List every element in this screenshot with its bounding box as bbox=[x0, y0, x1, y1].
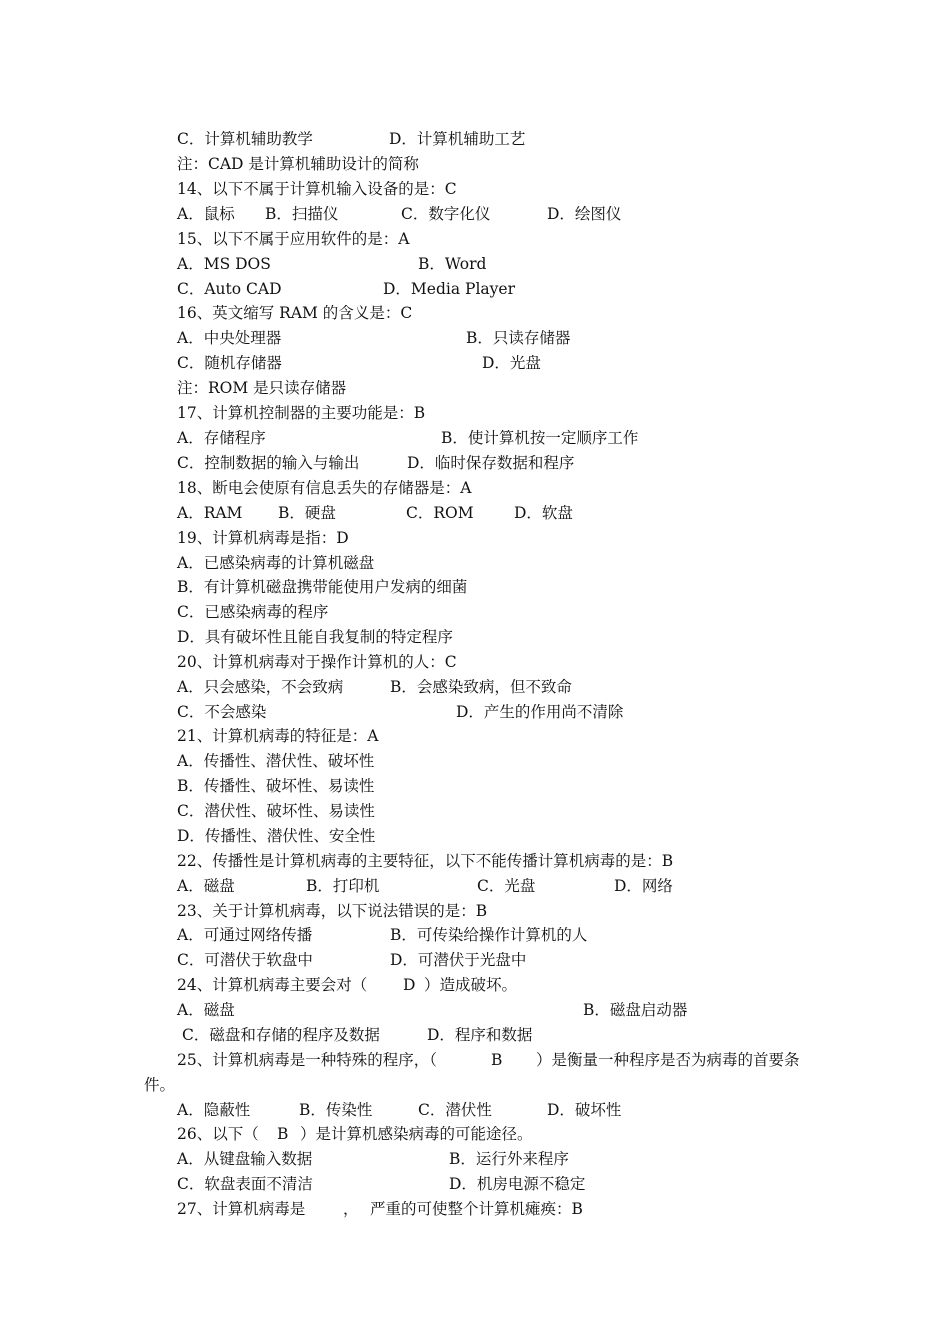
text-segment: D．具有破坏性且能自我复制的特定程序 bbox=[177, 628, 453, 646]
text-segment: A．磁盘 bbox=[177, 877, 235, 895]
text-segment: 14、以下不属于计算机输入设备的是：C bbox=[177, 180, 457, 198]
text-segment: A．磁盘 bbox=[177, 1001, 235, 1019]
text-segment: A．已感染病毒的计算机磁盘 bbox=[177, 554, 375, 572]
text-segment: C．计算机辅助教学 bbox=[177, 130, 313, 148]
text-segment: A．中央处理器 bbox=[177, 329, 282, 347]
text-segment: D．破坏性 bbox=[547, 1101, 622, 1119]
text-segment: A．从键盘输入数据 bbox=[177, 1150, 313, 1168]
text-segment: B bbox=[277, 1125, 289, 1143]
text-segment: D．传播性、潜伏性、安全性 bbox=[177, 827, 376, 845]
text-segment: A．RAM bbox=[177, 504, 243, 522]
text-segment: D．网络 bbox=[614, 877, 673, 895]
text-segment: C．可潜伏于软盘中 bbox=[177, 951, 313, 969]
text-segment: D．产生的作用尚不清除 bbox=[456, 703, 624, 721]
text-segment: C．ROM bbox=[406, 504, 474, 522]
text-segment: B．磁盘启动器 bbox=[583, 1001, 688, 1019]
text-segment: A．只会感染，不会致病 bbox=[177, 678, 344, 696]
text-segment: B．传播性、破坏性、易读性 bbox=[177, 777, 375, 795]
text-segment: 15、以下不属于应用软件的是：A bbox=[177, 230, 410, 248]
text-segment: B．扫描仪 bbox=[265, 205, 339, 223]
text-segment: D．Media Player bbox=[383, 280, 515, 298]
text-segment: 16、英文缩写 RAM 的含义是：C bbox=[177, 304, 413, 322]
text-segment: 21、计算机病毒的特征是：A bbox=[177, 727, 379, 745]
text-segment: B．运行外来程序 bbox=[449, 1150, 569, 1168]
text-segment: B．使计算机按一定顺序工作 bbox=[441, 429, 639, 447]
text-segment: A．MS DOS bbox=[177, 255, 271, 273]
text-segment: B．硬盘 bbox=[278, 504, 336, 522]
text-segment: 注：ROM 是只读存储器 bbox=[177, 379, 347, 397]
text-segment: A．可通过网络传播 bbox=[177, 926, 313, 944]
text-segment: 注：CAD 是计算机辅助设计的简称 bbox=[177, 155, 419, 173]
text-segment: B．传染性 bbox=[299, 1101, 373, 1119]
text-segment: 18、断电会使原有信息丢失的存储器是：A bbox=[177, 479, 472, 497]
text-segment: D．软盘 bbox=[514, 504, 573, 522]
text-segment: D．程序和数据 bbox=[427, 1026, 533, 1044]
text-segment: D．绘图仪 bbox=[547, 205, 622, 223]
text-segment: 22、传播性是计算机病毒的主要特征，以下不能传播计算机病毒的是：B bbox=[177, 852, 674, 870]
text-segment: A．存储程序 bbox=[177, 429, 266, 447]
text-segment: 严重的可使整个计算机瘫痪：B bbox=[370, 1200, 583, 1218]
text-segment: 19、计算机病毒是指：D bbox=[177, 529, 349, 547]
text-segment: D．可潜伏于光盘中 bbox=[390, 951, 527, 969]
text-segment: C．磁盘和存储的程序及数据 bbox=[182, 1026, 380, 1044]
text-segment: 27、计算机病毒是 bbox=[177, 1200, 306, 1218]
text-segment: C．Auto CAD bbox=[177, 280, 282, 298]
text-segment: B．只读存储器 bbox=[466, 329, 571, 347]
text-segment: C．光盘 bbox=[477, 877, 536, 895]
text-segment: ）造成破坏。 bbox=[424, 976, 518, 994]
text-segment: C．潜伏性、破坏性、易读性 bbox=[177, 802, 375, 820]
text-segment: 26、以下（ bbox=[177, 1125, 259, 1143]
text-segment: A．鼠标 bbox=[177, 205, 235, 223]
text-segment: C．已感染病毒的程序 bbox=[177, 603, 329, 621]
text-segment: ， bbox=[343, 1200, 359, 1218]
text-segment: A．传播性、潜伏性、破坏性 bbox=[177, 752, 375, 770]
text-segment: ）是计算机感染病毒的可能途径。 bbox=[300, 1125, 533, 1143]
text-segment: B．Word bbox=[418, 255, 487, 273]
text-segment: B．可传染给操作计算机的人 bbox=[390, 926, 588, 944]
text-segment: C．随机存储器 bbox=[177, 354, 282, 372]
text-segment: B．会感染致病，但不致命 bbox=[390, 678, 572, 696]
text-segment: 17、计算机控制器的主要功能是：B bbox=[177, 404, 426, 422]
text-segment: 23、关于计算机病毒，以下说法错误的是：B bbox=[177, 902, 488, 920]
text-segment: C．控制数据的输入与输出 bbox=[177, 454, 360, 472]
text-segment: C．潜伏性 bbox=[418, 1101, 492, 1119]
text-segment: 25、计算机病毒是一种特殊的程序，（ bbox=[177, 1051, 437, 1069]
text-segment: D．临时保存数据和程序 bbox=[407, 454, 575, 472]
text-segment: D．光盘 bbox=[482, 354, 541, 372]
text-segment: 20、计算机病毒对于操作计算机的人：C bbox=[177, 653, 457, 671]
text-segment: D bbox=[403, 976, 416, 994]
text-segment: B．有计算机磁盘携带能使用户发病的细菌 bbox=[177, 578, 468, 596]
text-segment: C．不会感染 bbox=[177, 703, 267, 721]
text-segment: B bbox=[491, 1051, 503, 1069]
text-segment: C．数字化仪 bbox=[401, 205, 491, 223]
text-segment: D．计算机辅助工艺 bbox=[389, 130, 526, 148]
text-segment: B．打印机 bbox=[306, 877, 380, 895]
text-segment: 件。 bbox=[144, 1076, 176, 1094]
text-segment: D．机房电源不稳定 bbox=[449, 1175, 586, 1193]
text-segment: 24、计算机病毒主要会对（ bbox=[177, 976, 368, 994]
text-segment: A．隐蔽性 bbox=[177, 1101, 251, 1119]
text-segment: ）是衡量一种程序是否为病毒的首要条 bbox=[536, 1051, 800, 1069]
text-segment: C．软盘表面不清洁 bbox=[177, 1175, 313, 1193]
